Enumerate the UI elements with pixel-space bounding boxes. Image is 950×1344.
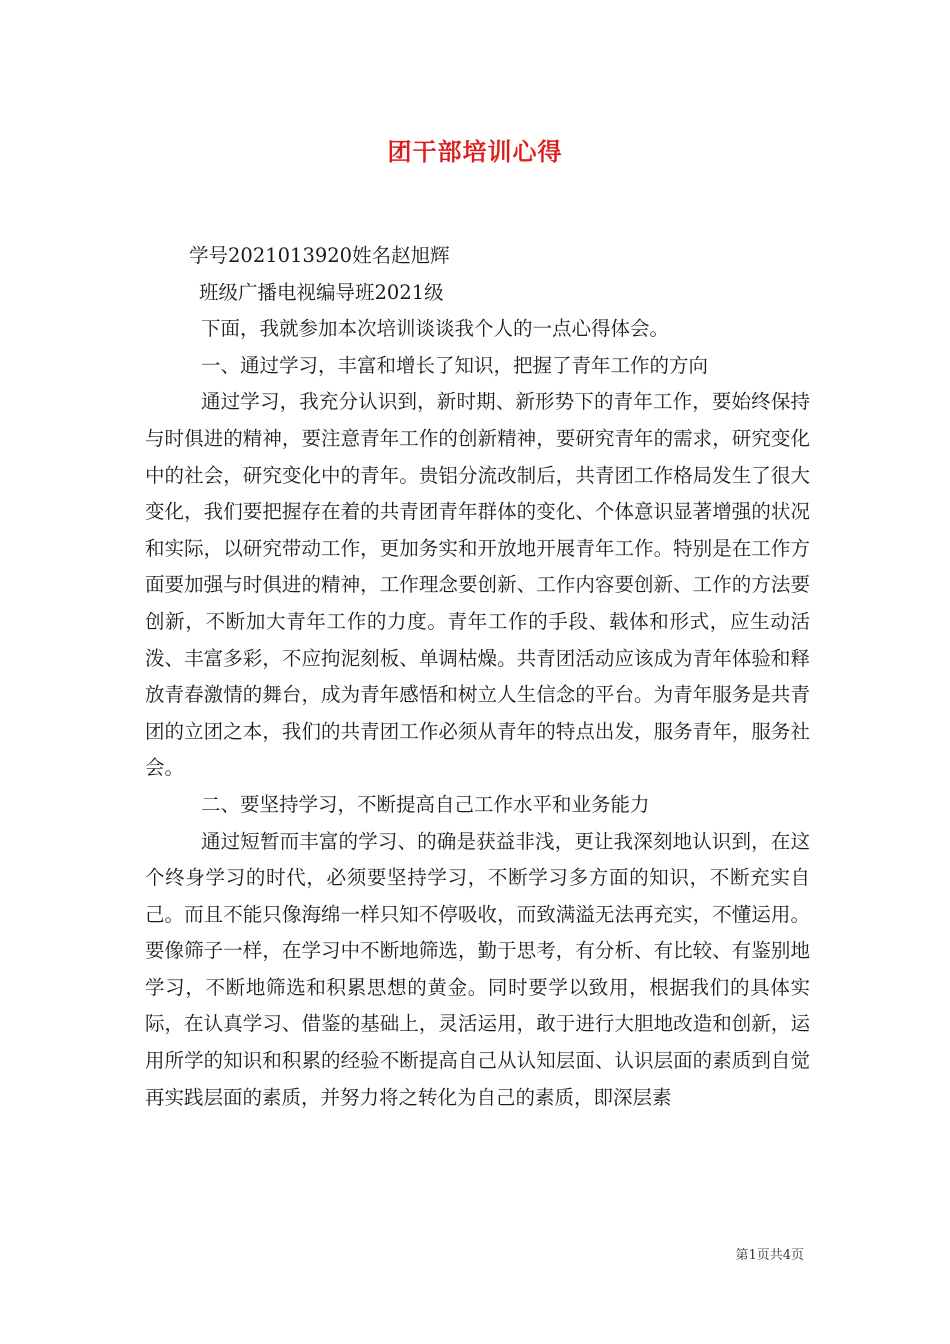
- intro-line: 下面，我就参加本次培训谈谈我个人的一点心得体会。: [201, 317, 670, 341]
- paragraph-1: 通过学习，我充分认识到，新时期、新形势下的青年工作，要始终保持与时俱进的精神，要注意青年工作的创新精神，要研究青年的需求，研究变化中的社会，研究变化中的青年。贵铝分流改制后，共青团工作格局发生了很大变化，我们要把握存在着的共青团青年群体的变化、个体意识显著增强的状况和实际，以研究带动工作，更加务实和开放地开展青年工作。特别是在工作方面要加强与时俱进的精神，工作理念要创新、工作内容要创新、工作的方法要创新，不断加大青年工作的力度。青年工作的手段、载体和形式，应生动活泼、丰富多彩，不应拘泥刻板、单调枯燥。共青团活动应该成为青年体验和释放青春激情的舞台，成为青年感悟和树立人生信念的平台。为青年服务是共青团的立团之本，我们的共青团工作必须从青年的特点出发，服务青年，服务社会。: [145, 390, 810, 780]
- student-info-line: 学号2021013920姓名赵旭辉: [189, 244, 450, 267]
- document-body: [145, 238, 810, 1116]
- page-number-footer: 第1页共4页: [735, 1248, 804, 1263]
- paragraph-2: 通过短暂而丰富的学习、的确是获益非浅，更让我深刻地认识到，在这个终身学习的时代，必须要坚持学习，不断学习多方面的知识，不断充实自己。而且不能只像海绵一样只知不停吸收，而致满溢无法再充实，不懂运用。要像筛子一样，在学习中不断地筛选，勤于思考，有分析、有比较、有鉴别地学习，不断地筛选和积累思想的黄金。同时要学以致用，根据我们的具体实际，在认真学习、借鉴的基础上，灵活运用，敢于进行大胆地改造和创新，运用所学的知识和积累的经验不断提高自己从认知层面、认识层面的素质到自觉再实践层面的素质，并努力将之转化为自己的素质，即深层素: [145, 829, 810, 1109]
- section-heading-1: 一、通过学习，丰富和增长了知识，把握了青年工作的方向: [201, 353, 709, 377]
- section-heading-2: 二、要坚持学习，不断提高自己工作水平和业务能力: [201, 792, 650, 816]
- class-info-line: 班级广播电视编导班2021级: [199, 280, 444, 304]
- document-title: 团干部培训心得: [387, 137, 563, 166]
